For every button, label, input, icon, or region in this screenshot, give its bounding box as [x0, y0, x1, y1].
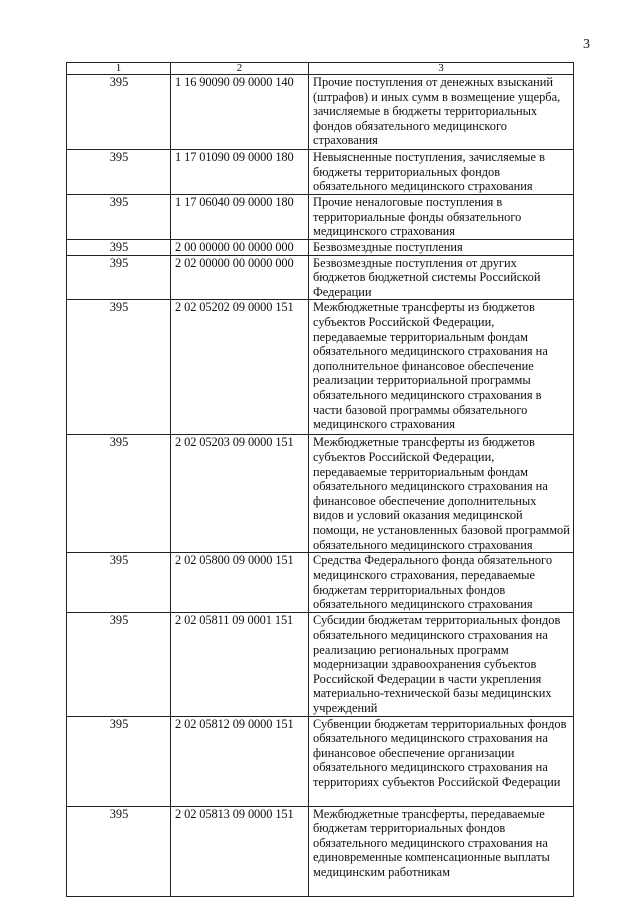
revenue-name-cell: Межбюджетные трансферты, передаваемые бюджетам территориальных фондов обязательного медицинского страхования на единовременные компенсационные выплаты медицинским работникам	[309, 806, 574, 896]
revenue-name-cell: Межбюджетные трансферты из бюджетов субъектов Российской Федерации, передаваемые территориальным фондам обязательного медицинского страхования на финансовое обеспечение дополнительных видов и условий оказания медицинской помощи, не установленных базовой программой обязательного медицинского страхования	[309, 435, 574, 553]
table-row	[67, 255, 574, 300]
table-header-row	[67, 63, 574, 75]
column-number-1: 1	[67, 63, 171, 75]
revenue-name-cell: Безвозмездные поступления от других бюджетов бюджетной системы Российской Федерации	[309, 255, 574, 300]
admin-code-cell: 395	[67, 240, 171, 256]
revenue-codes-table	[66, 62, 574, 897]
revenue-name-cell: Средства Федерального фонда обязательного медицинского страхования, передаваемые бюджетам территориальных фондов обязательного медицинского страхования	[309, 553, 574, 613]
table-row	[67, 75, 574, 150]
column-number-2: 2	[171, 63, 309, 75]
revenue-name-cell: Межбюджетные трансферты из бюджетов субъектов Российской Федерации, передаваемые территориальным фондам обязательного медицинского страхования на дополнительное финансовое обеспечение реализации территориальной программы обязательного медицинского страхования в части базовой программы обязательного медицинского страхования	[309, 300, 574, 435]
table-row	[67, 553, 574, 613]
budget-code-cell: 1 17 06040 09 0000 180	[171, 195, 309, 240]
revenue-name-cell: Прочие неналоговые поступления в территориальные фонды обязательного медицинского страхования	[309, 195, 574, 240]
page-number: 3	[583, 37, 590, 52]
revenue-name-cell: Прочие поступления от денежных взысканий (штрафов) и иных сумм в возмещение ущерба, зачисляемые в бюджеты территориальных фондов обязательного медицинского страхования	[309, 75, 574, 150]
budget-code-cell: 2 02 05812 09 0000 151	[171, 716, 309, 806]
table-row	[67, 435, 574, 553]
table-row	[67, 195, 574, 240]
admin-code-cell: 395	[67, 75, 171, 150]
table-row	[67, 613, 574, 716]
budget-code-cell: 1 17 01090 09 0000 180	[171, 150, 309, 195]
admin-code-cell: 395	[67, 553, 171, 613]
admin-code-cell: 395	[67, 300, 171, 435]
admin-code-cell: 395	[67, 806, 171, 896]
revenue-name-cell: Субсидии бюджетам территориальных фондов обязательного медицинского страхования на реализацию региональных программ модернизации здравоохранения субъектов Российской Федерации в части укрепления материально-технической базы медицинских учреждений	[309, 613, 574, 716]
budget-code-cell: 2 02 05811 09 0001 151	[171, 613, 309, 716]
admin-code-cell: 395	[67, 435, 171, 553]
admin-code-cell: 395	[67, 255, 171, 300]
admin-code-cell: 395	[67, 195, 171, 240]
admin-code-cell: 395	[67, 150, 171, 195]
table-row	[67, 150, 574, 195]
budget-code-cell: 2 02 05800 09 0000 151	[171, 553, 309, 613]
table-row	[67, 300, 574, 435]
budget-code-cell: 1 16 90090 09 0000 140	[171, 75, 309, 150]
table-row	[67, 716, 574, 806]
revenue-name-cell: Безвозмездные поступления	[309, 240, 574, 256]
budget-code-cell: 2 02 05203 09 0000 151	[171, 435, 309, 553]
budget-code-cell: 2 02 00000 00 0000 000	[171, 255, 309, 300]
admin-code-cell: 395	[67, 716, 171, 806]
column-number-3: 3	[309, 63, 574, 75]
budget-code-cell: 2 02 05813 09 0000 151	[171, 806, 309, 896]
revenue-name-cell: Невыясненные поступления, зачисляемые в бюджеты территориальных фондов обязательного медицинского страхования	[309, 150, 574, 195]
table-row	[67, 806, 574, 896]
revenue-name-cell: Субвенции бюджетам территориальных фондов обязательного медицинского страхования на финансовое обеспечение организации обязательного медицинского страхования на территориях субъектов Российской Федерации	[309, 716, 574, 806]
budget-code-cell: 2 02 05202 09 0000 151	[171, 300, 309, 435]
budget-code-cell: 2 00 00000 00 0000 000	[171, 240, 309, 256]
table-row	[67, 240, 574, 256]
admin-code-cell: 395	[67, 613, 171, 716]
